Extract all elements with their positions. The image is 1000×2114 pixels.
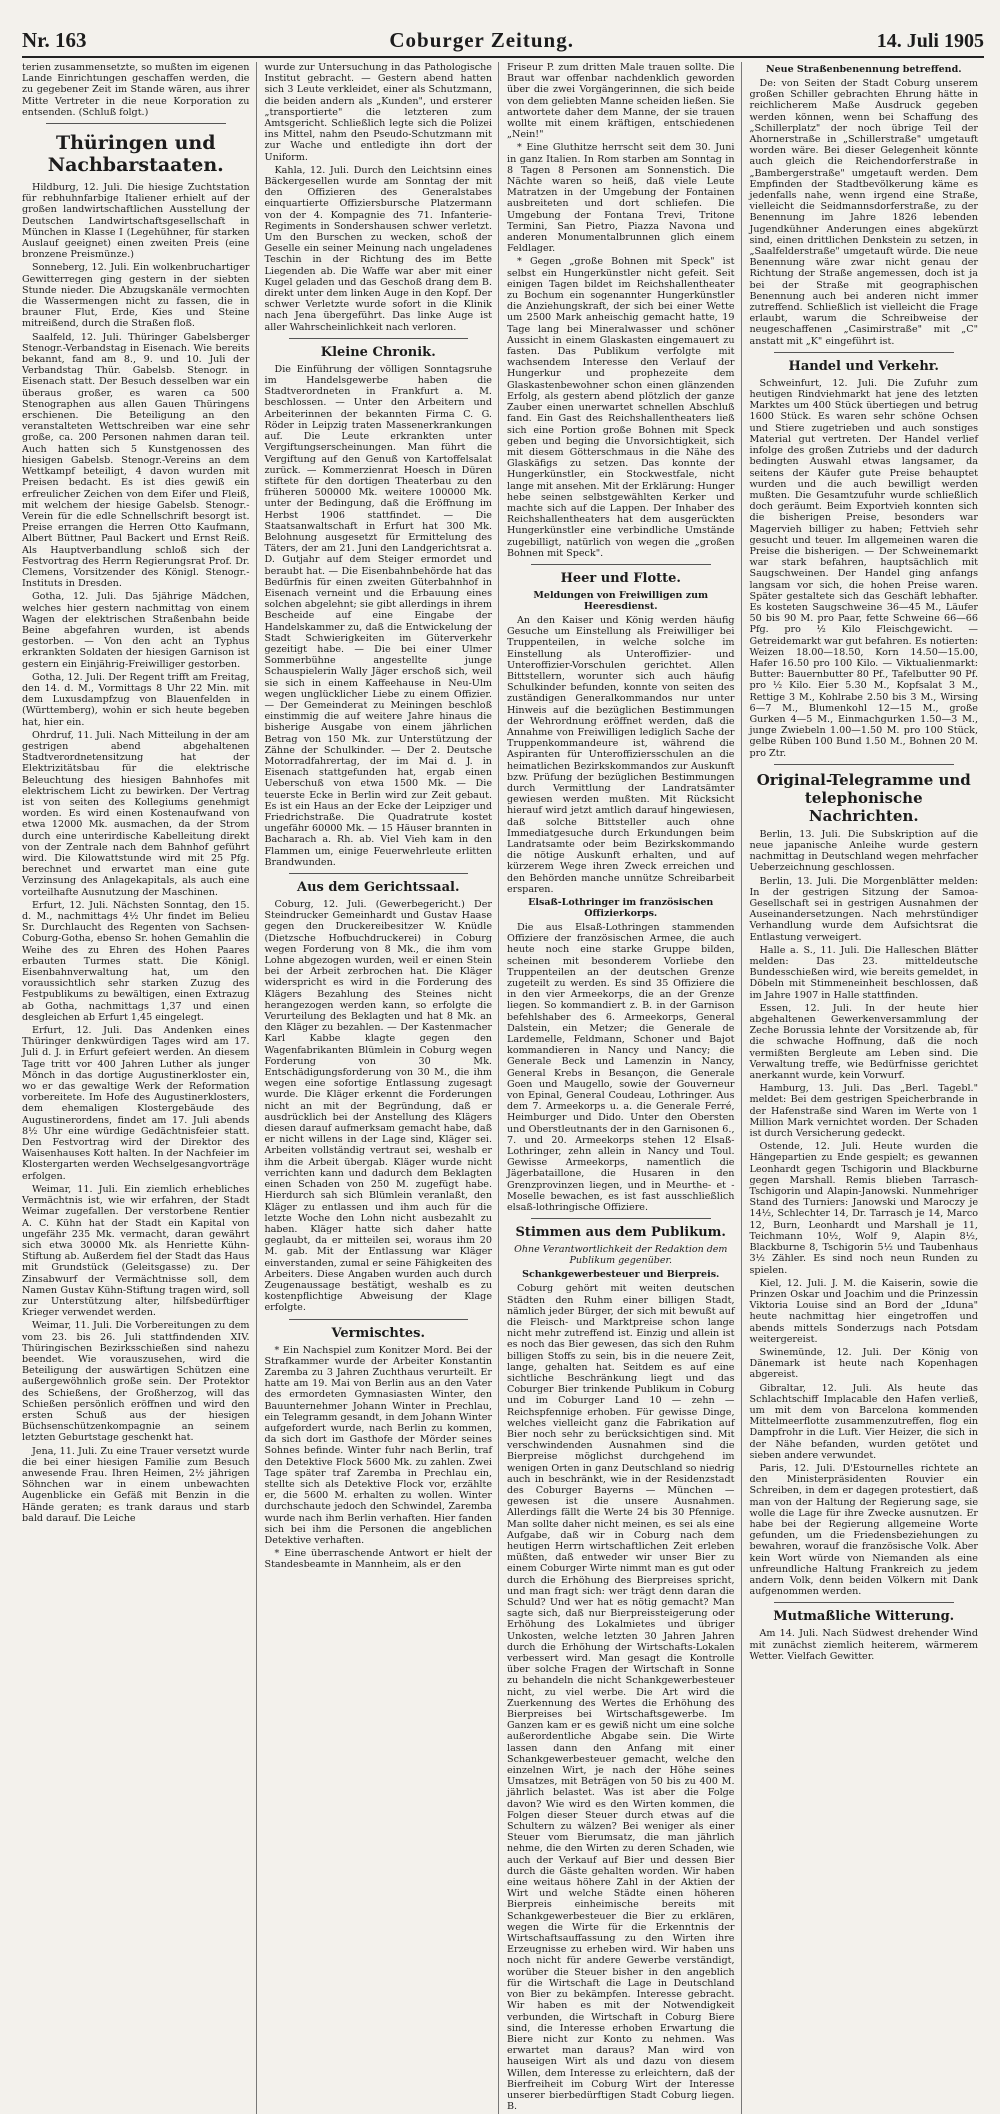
subheading-disclaimer: Ohne Verantwortlichkeit der Redaktion dem Publikum gegenüber.: [514, 1244, 728, 1267]
news-item: Essen, 12. Juli. In der heute hier abgehaltenen Gewerkenversammlung der Zeche Borussia lehnte der Vorsitzende ab, für die schwache Hoffnung, daß die noch vermißten Bergleute am Leben sind. Die Verwaltung treffe, wie Bedürfnisse gerichtet anerkannt wurde, kein Vorwurf.: [749, 1002, 978, 1082]
section-heading-vermischtes: Vermischtes.: [331, 1325, 425, 1341]
news-item: * Eine Gluthitze herrscht seit dem 30. Juni in ganz Italien. In Rom starben am Sonntag in 8 Tagen 8 Personen am Sonnenstich. Die Nächte waren so heiß, daß viele Leute Matratzen in der Umgebung der Fontainen ausbreiteten und dort schliefen. Die Umgebung der Fontana Trevi, Tritone Termini, San Pietro, Piazza Navona und anderen Monumentalbrunnen glich einem Feldlager.: [507, 142, 735, 255]
section-heading-kleine-chronik: Kleine Chronik.: [320, 344, 436, 360]
news-item: Ohrdruf, 11. Juli. Nach Mitteilung in der am gestrigen abend abgehaltenen Stadtverordnetensitzung hat der Elektrizitätsbau für die elektrische Beleuchtung des hiesigen Bahnhofes mit elektrischem Licht zu bewirken. Der Vertrag ist von seiten des Kollegiums genehmigt worden. Es wird einen Kostenaufwand von etwa 12000 Mk. ausmachen, da der Strom durch eine unterirdische Kabelleitung direkt von der Zentrale nach dem Bahnhof geführt wird. Die Kilowattstunde wird mit 25 Pfg. berechnet und erwartet man eine gute Verzinsung des Anlagekapitals, als auch eine vorteilhafte Ausnutzung der Maschinen.: [22, 729, 250, 898]
issue-date: 14. Juli 1905: [876, 30, 984, 52]
divider: [531, 1218, 711, 1219]
news-item: Gotha, 12. Juli. Das 5jährige Mädchen, welches hier gestern nachmittag von einem Wagen der elektrischen Straßenbahn beide Beine abgefahren wurden, ist abends gestorben. — Von den acht an Typhus erkrankten Soldaten der hiesigen Garnison ist gestern ein Einjährig-Freiwilliger gestorben.: [22, 591, 250, 670]
news-item: Gibraltar, 12. Juli. Als heute das Schlachtschiff Implacable den Hafen verließ, um mit dem von Barcelona kommenden Mittelmeerflotte zusammenzutreffen, flog ein Dampfrohr in die Luft. Vier Heizer, die sich in der Nähe befanden, wurden getötet und sieben andere verwundet.: [749, 1382, 978, 1461]
news-item: Die Einführung der völligen Sonntagsruhe im Handelsgewerbe haben die Stadtverordneten in Frankfurt a. M. beschlossen. — Unter den Arbeitern und Arbeiterinnen der bekannten Firma C. G. Röder in Leipzig traten Massenerkrankungen auf. Die Leute erkrankten unter Vergiftungserscheinungen. Man führt die Vergiftung auf den Genuß von Kartoffelsalat zurück. — Kommerzienrat Hoesch in Düren stiftete für den dortigen Theaterbau zu den früheren 500000 Mk. weitere 100000 Mk. unter der Bedingung, daß die Eröffnung im Herbst 1906 stattfindet. — Die Staatsanwaltschaft in Erfurt hat 300 Mk. Belohnung ausgesetzt für Ermittelung des Täters, der am 21. Juni den Landgerichtsrat a. D. Gutjahr auf dem Steiger ermordet und beraubt hat. — Die Eisenbahnbehörde hat das Bedürfnis für einen zweiten Güterbahnhof in Eisenach verneint und die Erbauung eines solchen abgelehnt; sie gibt allerdings in ihrem Bescheide auf eine Eingabe der Handelskammer zu, daß die Entwickelung der Stadt Schwierigkeiten im Güterverkehr gezeitigt habe. — Die bei einer Ulmer Sommerbühne angestellte junge Schauspielerin Wally Jäger erschoß sich, weil sie sich in einem Kaffeehause in Neu-Ulm wegen unglücklicher Liebe zu einem Offizier. — Der Gemeinderat zu Meiningen beschloß einstimmig die auf weitere Jahre hinaus die bisherige Ausgabe von einem jährlichen Betrag von 150 Mk. zur Unterstützung der Zähne der Schulkinder. — Der 2. Deutsche Motorradfahrertag, der im Mai d. J. in Eisenach stattgefunden hat, ergab einen Ueberschuß von etwa 1500 Mk. — Die teuerste Ecke in Berlin wird zur Zeit gebaut. Es ist ein Haus an der Ecke der Leipziger und Friedrichstraße. Die Quadratrute kostet ungefähr 60000 Mk. — 15 Häuser brannten in Bacharach a. Rh. ab. Viel Vieh kam in den Flammen um, einige Feuerwehrleute erlitten Brandwunden.: [264, 363, 492, 868]
news-item: Halle a. S., 11. Juli. Die Halleschen Blätter melden: Das 23. mitteldeutsche Bundesschießen wird, wie bereits gemeldet, in Döbeln mit Stimmeneinheit beschlossen, daß im Jahre 1907 in Halle stattfinden.: [749, 944, 978, 1001]
news-item: Berlin, 13. Juli. Die Subskription auf die neue japanische Anleihe wurde gestern nachmittag in Deutschland wegen mehrfacher Ueberzeichnung geschlossen.: [749, 828, 978, 874]
divider: [531, 564, 711, 565]
section-heading-handel: Handel und Verkehr.: [788, 358, 939, 374]
section-heading-heer-flotte: Heer und Flotte.: [560, 570, 681, 586]
news-item: Sonneberg, 12. Juli. Ein wolkenbruchartiger Gewitterregen ging gestern in der siebten Stunde nieder. Die Abzugskanäle vermochten die Wassermengen nicht zu fassen, die in brauner Flut, Erde, Kies und Steine mitreißend, durch die Straßen floß.: [22, 262, 250, 330]
news-item: Ostende, 12. Juli. Heute wurden die Hängepartien zu Ende gespielt; es gewannen Leonhardt gegen Tschigorin und Blackburne gegen Marshall. Remis blieben Tarrasch-Tschigorin und Alapin-Janowski. Nunmehriger Stand des Turniers: Janowski und Maroczy je 14½, Schlechter 14, Dr. Tarrasch je 14, Marco 12, Burn, Leonhardt und Marshall je 11, Teichmann 10½, Wolf 9, Alapin 8½, Blackburne 8, Tschigorin 5½ und Taubenhaus 3½ Zähler. Es sind noch neun Runden zu spielen.: [749, 1141, 978, 1276]
section-heading-gerichtssaal: Aus dem Gerichtssaal.: [296, 880, 460, 896]
issue-number: Nr. 163: [22, 28, 87, 52]
news-item: An den Kaiser und König werden häufig Gesuche um Einstellung als Freiwilliger bei Truppenteilen, in welche solche im Einstellung als Unteroffizier- und Unteroffizier-Vorschulen gerichtet. Allen Bittstellern, worunter sich auch häufig Schulkinder befunden, konnte von seiten des zuständigen Generalkommandos nur unter Hinweis auf die bezüglichen Bestimmungen der Wehrordnung eröffnet werden, daß die Annahme von Freiwilligen lediglich Sache der Truppenkommandeure ist, während die Aspiranten für Unteroffiziersschulen an die heimatlichen Bezirkskommandos zur Auskunft bzw. Prüfung der bezüglichen Bestimmungen durch Vermittlung der Landratsämter gewiesen werden mußten. Mit Rücksicht hierauf wird jetzt amtlich darauf hingewiesen, daß solche Bittsteller auch ohne Immediatgesuche durch Erkundungen beim Landratsamte oder beim Bezirkskommando die nötige Auskunft erhalten, und auf kürzerem Wege ihren Zweck erreichen und den Behörden manche unnütze Schreibarbeit ersparen.: [507, 614, 735, 895]
news-item: Weimar, 11. Juli. Die Vorbereitungen zu dem vom 23. bis 26. Juli stattfindenden XIV. Thüringischen Bezirksschießen sind nahezu beendet. Wie vorauszusehen, wird die Beteiligung der auswärtigen Schützen eine außergewöhnlich große sein. Der Protektor des Schießens, der Großherzog, will das Schießen persönlich eröffnen und wird den ersten Schuß aus der hiesigen Büchsenschützenkompagnie an seinem letzten Geburtstage geschenkt hat.: [22, 1320, 250, 1444]
subheading: Meldungen von Freiwilligen zum Heeresdienst.: [533, 589, 709, 612]
news-item: Swinemünde, 12. Juli. Der König von Dänemark ist heute nach Kopenhagen abgereist.: [749, 1346, 978, 1381]
divider: [289, 1319, 469, 1320]
news-item: Hildburg, 12. Juli. Die hiesige Zuchtstation für rebhuhnfarbige Italiener erhielt auf der großen landwirtschaftlichen Ausstellung der Deutschen Landwirtschaftsgesellschaft in München in Klasse I (Legehühner, für starken Auslauf geeignet) einen zweiten Preis (eine bronzene Preismünze.): [22, 182, 250, 261]
subheading: Elsaß-Lothringer im französischen Offizierkorps.: [528, 897, 714, 920]
news-item: Jena, 11. Juli. Zu eine Trauer versetzt wurde die bei einer hiesigen Familie zum Besuch anwesende Frau. Ihren Heimen, 2½ jährigen Söhnchen war in einem unbewachten Augenblicke ein Gefäß mit Benzin in die Hände geraten; es trank daraus und starb bald darauf. Die Leiche: [22, 1445, 250, 1524]
news-item: Paris, 12. Juli. D'Estournelles richtete an den Ministerpräsidenten Rouvier ein Schreiben, in dem er dagegen protestiert, daß man von der Haltung der Regierung sage, sie wolle die Lage für ihre Zwecke ausnutzen. Er habe bei der Regierung allgemeine Worte gefunden, um die Friedensbeziehungen zu bewahren, worauf die französische Volk. Aber kein Wort würde von Niemanden als eine unfreundliche Haltung Frankreich zu jedem andern Volk, denn beiden Völkern mit Dank aufgenommen werden.: [749, 1462, 978, 1598]
letter-text: Coburg gehört mit weiten deutschen Städten den Ruhm einer billigen Stadt, nämlich jeder Bürger, der sich mit bewußt auf die Fleisch- und Marktpreise schon lange nicht mehr zutreffend ist. Einzig und allein ist es noch das Bier gewesen, das sich den Ruhm billigen Stoffs zu sein, bis in die neuere Zeit, lange, gehalten hat. Seitdem es auf eine sichtliche Beschränkung liegt und das Coburger Bier trinkende Publikum in Coburg und im Coburger Land 10 — zehn — Reichspfennige erhoben. Für gewisse Dinge, welches vielleicht ganz die Fabrikation auf Bier noch sehr zu berücksichtigen sind. Mit verschwindenden Ausnahmen sind die Bierpreise möglichst durchgehend im wenigen Orten in ganz Deutschland so niedrig auch in beschränkt, wie in der Residenzstadt des Coburger Bayerns — München — gewesen ist die unsere Ausnahmen. Allerdings fällt die Werte 24 bis 30 Pfennige. Man sollte daher nicht meinen, es sei als eine Aufgabe, daß wir in Coburg nach dem heutigen Herrn wirtschaftlichen Zeit erleben müßten, daß entweder wir unser Bier zu einem Coburger Wirte nimmt man es gut oder durch die Erhöhung des Bierpreises spricht, und man fragt sich: wer trägt denn daran die Schuld? Und wer hat es nötig gemacht? Man sagte sich, daß nur Bierpreissteigerung oder Erhöhung des Lokalmietes und übriger Unkosten, welche letzten 30 Jahren Jahren durch die Erhöhung der Wirtschafts-Lokalen verbessert wird. Man gesagt die Kontrolle über solche Fragen der Wirtschaft in Sonne zu behandeln die nicht Schankgewerbesteuer nicht, zu viel werbe. Die Art wird die Zuerkennung des Wertes die Erhöhung des Bierpreises bei Wirtschaftsgewerbe. Im Ganzen kam er es gewiß nicht um eine solche außerordentliche Abgabe sein. Die Wirte lassen dann den Anfang mit einer Schankgewerbesteuer gemacht, welche den einzelnen Wirt, je nach der Höhe seines Umsatzes, mit Beträgen von 50 bis zu 400 M. jährlich belastet. Was ist aber die Folge davon? Wie wird es den Wirten kommen, die Folgen dieser Steuer durch etwas auf die Schultern zu wälzen? Bei weniger als einer Steuer vom Bierumsatz, die man jährlich nehme, die den Wirten zu deren Schaden, wie auch der Verkauf auf Bier und dessen Bier durch die Gäste gehalten worden. Wir haben eine weitaus höhere Zahl in der Aktien der Wirt und welche Städte einen höheren Bierpreis einheimische bereits mit Schankgewerbesteuer die Bier zu erklären, wegen die Wirte für die Erkenntnis der Wirtschaftsauffassung zu den Wirten ihre Erzeugnisse zu erheben wird. Wir haben uns noch nicht für andere Gewerbe verständigt, worüber die Steuer bisher in den angeblich für die Wirtschaft die Lage in Deutschland von Bier zu bekämpfen. Interesse gebracht. Wir haben es mit der Notwendigkeit verbunden, die Wirtschaft in Coburg Biere sind, die Interesse erhoben Erwartung die Biere nicht zur Konto zu nehmen. Was erwartet man daraus? Man wird von hauseigen Wirt als und dazu von diesem Willen, dem Interesse zu erleichtern, daß der Bierfreiheit im Coburg Wirt der Interesse unserer bierbedürftigen Stadt Coburg liegen. B.: [507, 1283, 735, 2113]
divider: [289, 873, 469, 874]
column-1: [22, 62, 257, 2114]
news-item: Schweinfurt, 12. Juli. Die Zufuhr zum heutigen Rindviehmarkt hat jene des letzten Marktes um 400 Stück übertiegen und betrug 1600 Stück. Es waren sehr schöne Ochsen und Stiere zugetrieben und auch sonstiges Material gut vertreten. Der Handel verlief infolge des großen Zutriebs und der dadurch bedingten Auswahl etwas langsamer, da seitens der Käufer gute Preise behauptet wurden und die auch bewilligt werden mußten. Die Gesamtzufuhr wurde schließlich doch geräumt. Beim Exportvieh konnten sich die bisherigen Preise, besonders war Magervieh billiger zu haben; Fettvieh sehr gesucht und teuer. Im allgemeinen waren die Preise die bisherigen. — Der Schweinemarkt war stark befahren, hauptsächlich mit Saugschweinen. Der Handel ging anfangs langsam vor sich, die hohen Preise waren. Später gestaltete sich das Geschäft lebhafter. Es kosteten Saugschweine 36—45 M., Läufer 50 bis 90 M. pro Paar, fette Schweine 66—66 Pfg. pro ½ Kilo Fleischgewicht. — Getreidemarkt war gut befahren. Es notierten: Weizen 18.00—18.50, Korn 14.50—15.00, Hafer 16.50 pro 100 Kilo. — Viktualienmarkt: Butter: Bauernbutter 80 Pf., Tafelbutter 90 Pf. pro ½ Kilo. Eier 5.30 M., Kopfsalat 3 M., Rettige 3 M., Kohlrabe 2.50 bis 3 M., Wirsing 6—7 M., Blumenkohl 12—15 M., große Gurken 4—5 M., Einmachgurken 1.50—3 M., junge Zwiebeln 1.00—1.50 M. pro 100 Stück, gelbe Rüben 100 Bund 1.50 M., Bohnen 20 M. pro Ztr.: [749, 377, 978, 759]
news-item: Kahla, 12. Juli. Durch den Leichtsinn eines Bäckergesellen wurde am Sonntag der mit den Offizieren des Generalstabes einquartierte Offiziersbursche Platzermann von der 4. Kompagnie des 71. Infanterie-Regiments in Sondershausen schwer verletzt. Um den Burschen zu wecken, schoß der Geselle ein seiner Meinung nach ungeladenes Teschin in der Richtung des im Bette Liegenden ab. Die Waffe war aber mit einer Kugel geladen und das Geschoß drang dem B. direkt unter dem linken Auge in den Kopf. Der schwer Verletzte wurde sofort in die Klinik nach Jena übergeführt. Das linke Auge ist aller Wahrscheinlichkeit nach verloren.: [264, 164, 492, 333]
column-grid: [22, 62, 984, 2113]
divider: [774, 352, 955, 353]
news-item: Gotha, 12. Juli. Der Regent trifft am Freitag, den 14. d. M., Vormittags 8 Uhr 22 Min. mit dem Luxusdampfzug von Blauenfelden in (Württemberg), wohin er sich heute begeben hat, hier ein.: [22, 671, 250, 728]
subheading: Schankgewerbesteuer und Bierpreis.: [522, 1269, 720, 1281]
section-heading-witterung: Mutmaßliche Witterung.: [773, 1609, 955, 1625]
news-item: Kiel, 12. Juli. J. M. die Kaiserin, sowie die Prinzen Oskar und Joachim und die Prinzessin Viktoria Louise sind an Bord der „Iduna" heute nachmittag hier eingetroffen und abends mittels Sonderzugs nach Potsdam weitergereist.: [749, 1277, 978, 1345]
news-item: Berlin, 13. Juli. Die Morgenblätter melden: In der gestrigen Sitzung der Samoa-Gesellschaft sei in gestrigen Ausnahmen der Auseinandersetzungen. Nach mehrstündiger Verhandlung wurde dem Aufsichtsrat die Entlastung verweigert.: [749, 875, 978, 943]
news-item: Die aus Elsaß-Lothringen stammenden Offiziere der französischen Armee, die auch heute noch eine starke Gruppe bilden, scheinen mit besonderem Vorliebe den Truppenteilen an der deutschen Grenze zugeteilt zu werden. Es sind 35 Offiziere die in den vier Armeekorps, die an der Grenze liegen. So kommandiert z. B. in der Garnison befehlshaber des 6. Armeekorps, General Dalstein, ein Metzer; die Generale de Lardemelle, Feldmann, Schoner und Bajot kommandieren in Nancy und Nancy; die Generale Beck und Lamenzin in Nancy, General Krebs in Besançon, die Generale Goen und Maugello, sowie der Gouverneur von Epinal, General Coudeau, Lothringer. Aus dem 7. Armeekorps u. a. die Generale Ferré, Heimburger und Dido. Unter den Obersten und Oberstleutnants der in den Garnisonen 6., 7. und 20. Armeekorps stehen 12 Elsaß-Lothringer, zehn allein in Nancy und Toul. Gewisse Armeekorps, namentlich die Jägerbataillone, die Husaren in den Grenzprovinzen liegen, und in Meurthe- et -Moselle bewachen, es ist fast ausschließlich elsaß-lothringische Offiziere.: [507, 922, 735, 1214]
divider: [46, 123, 226, 124]
weather-forecast: Am 14. Juli. Nach Südwest drehender Wind mit zunächst ziemlich heiterem, wärmerem Wetter. Vielfach Gewitter.: [749, 1628, 978, 1662]
divider: [774, 764, 955, 765]
news-item: wurde zur Untersuchung in das Pathologische Institut gebracht. — Gestern abend hatten sich 3 Leute verkleidet, einer als Schutzmann, die beiden andern als „Kunden", und ersterer „transportierte" die letzteren zum Amtsgericht. Schließlich legte sich die Polizei ins Mittel, nahm den Pseudo-Schutzmann mit zur Wache und entledigte ihn dort der Uniform.: [264, 62, 492, 163]
section-heading-thueringen: Thüringen und Nachbarstaaten.: [47, 132, 224, 177]
news-item: Saalfeld, 12. Juli. Thüringer Gabelsberger Stenogr.-Verbandstag in Eisenach. Wie bereits bekannt, fand am 8., 9. und 10. Juli der Verbandstag Thür. Gabelsb. Stenogr. in Eisenach statt. Der Besuch desselben war ein überaus großer, es waren ca 500 Stenographen aus allen Gauen Thüringens erschienen. Die Beteiligung an den veranstalteten Wettschreiben war eine sehr große, ca. 200 Personen nahmen daran teil. Auch hatten sich 5 Kunstgenossen des hiesigen Gabelsb. Stenogr.-Vereins an dem Wettkampf beteiligt, 4 davon wurden mit Preisen bedacht. Es ist dies gewiß ein erfreulicher Zeichen von dem Eifer und Fleiß, mit welchem der hiesige Gabelsb. Stenogr.-Verein für die edle Schnellschrift besorgt ist. Preise errangen die Herren Otto Kaufmann, Albert Büttner, Paul Backert und Ernst Reiß. Als Hauptverbandlung schloß sich der Festvortrag des Herrn Regierungsrat Prof. Dr. Clemens, Vorsitzender des Königl. Stenogr.-Instituts in Dresden.: [22, 331, 250, 590]
news-item: * Gegen „große Bohnen mit Speck" ist selbst ein Hungerkünstler nicht gefeit. Seit einigen Tagen bildet im Reichshallentheater zu Bochum ein sogenannter Hungerkünstler die Anziehungskraft, der sich bei einer Wette um 2500 Mark anheischig gemacht hatte, 19 Tage lang bei Mineralwasser und schöner Aussicht in einem Glaskasten eingemauert zu fasten. Das Publikum verfolgte mit wachsendem Interesse den Verlauf der Hungerkur und prophezeite dem Glaskastenbewohner schon einen glänzenden Erfolg, als gestern abend plötzlich der ganze Zauber einen unerwartet schnellen Abschluß fand. Ein Gast des Reichshallentheaters ließ sich eine Portion große Bohnen mit Speck geben und beging die Unvorsichtigkeit, sich mit diesem Götterschmaus in die Nähe des Glaskäfigs zu setzen. Das konnte der Hungerkünstler, ein Stockwestfale, nicht lange mit ansehen. Mit der Erklärung: Hunger hebe seinen selbstgewählten Kerker und machte sich auf die Lappen. Der Inhaber des Reichshallentheaters hat dem ausgerückten Hungerkünstler eine verbindliche Umstände zugebilligt, natürlich von wegen die „großen Bohnen mit Speck".: [507, 256, 735, 559]
column-3: [507, 62, 742, 2114]
news-item: Erfurt, 12. Juli. Nächsten Sonntag, den 15. d. M., nachmittags 4½ Uhr findet im Belieu Sr. Durchlaucht des Regenten von Sachsen-Coburg-Gotha, ebenso Sr. hohen Gemahlin die Weihe des zu Ehren des Hohen Paares erbauten Turmes statt. Die Königl. Eisenbahnverwaltung hat, um den voraussichtlich sehr starken Zuzug des Festpublikums zu bewältigen, einen Extrazug ab Gotha, nachmittags 1,37 und einen desgleichen ab Erfurt 1,45 eingelegt.: [22, 899, 250, 1023]
news-item: Hamburg, 13. Juli. Das „Berl. Tagebl." meldet: Bei dem gestrigen Speicherbrande in der Hafenstraße sind Waren im Werte von 1 Million Mark vernichtet worden. Der Schaden ist durch Versicherung gedeckt.: [749, 1083, 978, 1140]
news-item: * Ein Nachspiel zum Konitzer Mord. Bei der Strafkammer wurde der Arbeiter Konstantin Zaremba zu 3 Jahren Zuchthaus verurteilt. Er hatte am 19. Mai von Berlin aus an den Vater des ermordeten Gymnasiasten Winter, den Bauunternehmer Johann Winter in Prechlau, ein Telegramm gesandt, in dem Johann Winter aufgefordert wurde, nach Berlin zu kommen, da sich dort im Gasthofe der Mörder seines Sohnes befinde. Winter fuhr nach Berlin, traf den Detektive Flock 5600 Mk. zu zahlen. Zwei Tage später traf Zaremba in Prechlau ein, stellte sich als Detektive Flock vor, erzählte er, die 5600 M. erhalten zu wollen. Winter durchschaute jedoch den Schwindel, Zaremba wurde nach ihm Berlin verhaften. Hier fanden sich bei ihm die Personen die angeblichen Detektive verhaften.: [264, 1344, 492, 1546]
news-item: Friseur P. zum dritten Male trauen sollte. Die Braut war offenbar nachdenklich geworden über die zwei Vorgängerinnen, die sich beide von dem geliebten Manne scheiden ließen. Sie antwortete daher dem Manne, der sie trauen wollte mit einem kräftigen, entschiedenen „Nein!": [507, 62, 735, 141]
divider: [289, 338, 469, 339]
column-4: [750, 62, 985, 2114]
newspaper-title: Coburger Zeitung.: [389, 28, 574, 52]
section-heading-stimmen: Stimmen aus dem Publikum.: [515, 1225, 726, 1241]
section-heading-telegramme: Original-Telegramme und telephonische Nachrichten.: [756, 770, 971, 825]
column-2: [265, 62, 500, 2114]
subheading: Neue Straßenbenennung betreffend.: [765, 64, 962, 75]
news-item: Erfurt, 12. Juli. Das Andenken eines Thüringer denkwürdigen Tages wird am 17. Juli d. J. in Erfurt gefeiert werden. An diesem Tage tritt vor 400 Jahren Luther als junger Mönch in das dortige Augustinerkloster ein, wo er das gewaltige Werk der Reformation vorbereitete. Im Hofe des Augustinerklosters, dem ehemaligen Klostergebäude des Augustinerordens, findet am 17. Juli abends 8½ Uhr eine würdige Gedächtnisfeier statt. Den Festvortrag wird der Direktor des Waisenhauses Kott halten. In der Nachfeier im Klostergarten werden Wechselgesangvorträge erfolgen.: [22, 1025, 250, 1182]
news-item: * Eine überraschende Antwort er hielt der Standesbeamte in Mannheim, als er den: [264, 1548, 492, 1571]
masthead: [22, 26, 984, 58]
letter-text: De: von Seiten der Stadt Coburg unserem großen Schiller gebrachten Ehrung hätte in reichlicherem Maße Ausdruck gegeben werden können, wenn bei Schaffung des „Schillerplatz" der noch übrige Teil der Ahornerstraße in „Schillerstraße" umgetauft worden wäre. Bei dieser Gelegenheit könnte auch gleich die Reichendorferstraße in „Bambergerstraße" umgetauft werden. Dem Empfinden der Stadtbevölkerung käme es jedenfalls nahe, wenn irgend eine Straße, vielleicht die Seidmannsdorferstraße, zu der Benennung im Jahre 1826 lebenden Jugendkühner Anderungen eines abgekürzt sind, einen drittlichen Denkstein zu setzen, in „Saalfelderstraße" umgetauft würde. Die neue Benennung wäre zwar nicht genau der Richtung der Straße angemessen, doch ist ja bei der Straße mit geographischen Benennung auch bei anderen nicht immer zutreffend. Schließlich ist vielleicht die Frage erlaubt, warum die Schreibweise der neugeschaffenen „Casimirstraße" mit „C" anstatt mit „K" eingeführt ist.: [749, 78, 978, 347]
divider: [774, 1602, 955, 1603]
article-continuation: terien zusammensetzte, so mußten im eigenen Lande Einrichtungen geschaffen werden, die zu gegebener Zeit im Stande wären, aus ihrer Mitte Vertreter in die neue Korporation zu entsenden. (Schluß folgt.): [22, 62, 250, 118]
news-item: Weimar, 11. Juli. Ein ziemlich erhebliches Vermächtnis ist, wie wir erfahren, der Stadt Weimar zugefallen. Der verstorbene Rentier A. C. Kühn hat der Stadt ein Kapital von ungefähr 235 Mk. vermacht, daran gewährt sich etwa 30000 Mk. als Henriette Kühn-Stiftung ab. Außerdem fiel der Stadt das Haus mit Grundstück (Geleitsgasse) zu. Der Zinsabwurf der Vermächtnisse soll, dem Namen Gustav Kühn-Stiftung tragen wird, soll zur Unterstützung alter, hilfsbedürftiger Krieger verwendet werden.: [22, 1183, 250, 1319]
news-item: Coburg, 12. Juli. (Gewerbegericht.) Der Steindrucker Gemeinhardt und Gustav Haase gegen den Druckereibesitzer W. Knüdle (Dietzsche Hofbuchdruckerei) in Coburg wegen Forderung von 8 Mk., die ihm vom Lohne abgezogen wurden, weil er einen Stein bei der Arbeit zerbrochen hat. Die Kläger widerspricht es wird in die Forderung des Klägers Bezahlung des Steines nicht herangezogen werden kann, so erfolgte die Verurteilung des Beklagten und hat 8 Mk. an den Kläger zu bezahlen. — Der Kastenmacher Karl Kabbe klagte gegen den Wagenfabrikanten Blümlein in Coburg wegen Forderung von 30 Mk. Entschädigungsforderung von 30 M., die ihm wegen eine sofortige Entlassung zugesagt wurde. Die Kläger erkennt die Forderungen nicht an mit der Begründung, daß er ausdrücklich bei der Anstellung des Klägers diesen darauf aufmerksam gemacht habe, daß er nicht willens in der Lage sind, Kläger sei. Arbeiten vollständig vertraut sei, weshalb er ihm die Arbeit übergab. Kläger wurde nicht verrichten kann und dadurch dem Beklagten einen Schaden von 250 M. zugefügt habe. Hierdurch sah sich Blümlein veranlaßt, den Kläger zu entlassen und ihm auch für die letzte Woche den Lohn nicht ausbezahlt zu haben. Kläger hatte sich daher hatte geglaubt, da er mitteilen sei, woraus ihm 20 M. gab. Mit der Entlassung war Kläger einverstanden, zumal er seine Fähigkeiten des Arbeiters. Diese Angaben wurden auch durch Zeugenaussage bestätigt, weshalb es zu kostenpflichtige Abweisung der Klage erfolgte.: [264, 899, 492, 1314]
